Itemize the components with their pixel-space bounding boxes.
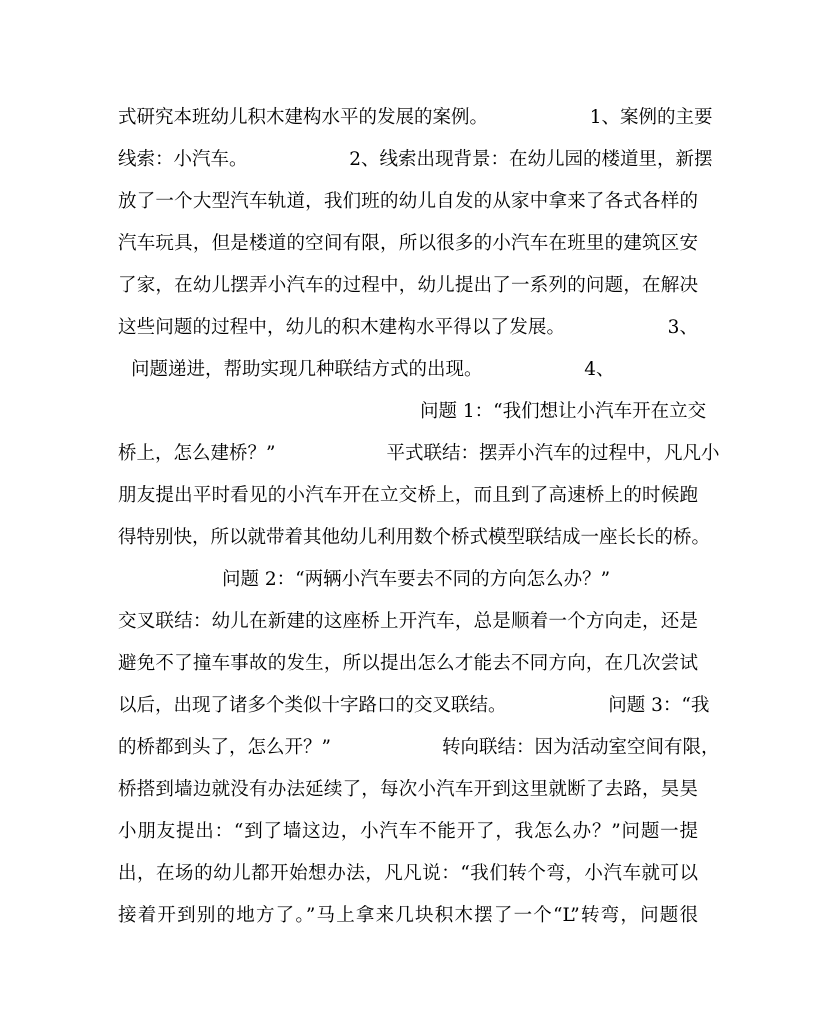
text-line-16: 的桥都到头了，怎么开？” 转向联结：因为活动室空间有限， bbox=[118, 737, 720, 758]
text-line-9: 桥上，怎么建桥？” 平式联结：摆弄小汽车的过程中，凡凡小 bbox=[118, 443, 720, 464]
text-line-18: 小朋友提出：“到了墙这边，小汽车不能开了，我怎么办？”问题一提 bbox=[118, 821, 698, 842]
text-line-13: 交叉联结：幼儿在新建的这座桥上开汽车，总是顺着一个方向走，还是 bbox=[118, 611, 698, 632]
text-line-17: 桥搭到墙边就没有办法延续了，每次小汽车开到这里就断了去路，昊昊 bbox=[118, 779, 698, 800]
text-line-11: 得特别快，所以就带着其他幼儿利用数个桥式模型联结成一座长长的桥。 bbox=[118, 527, 711, 548]
text-line-3: 放了一个大型汽车轨道，我们班的幼儿自发的从家中拿来了各式各样的 bbox=[118, 191, 698, 212]
text-line-12: 问题 2：“两辆小汽车要去不同的方向怎么办？” bbox=[222, 569, 611, 590]
text-line-1: 式研究本班幼儿积木建构水平的发展的案例。 1、案例的主要 bbox=[118, 107, 713, 128]
text-line-2: 线索：小汽车。 2、线索出现背景：在幼儿园的楼道里，新摆 bbox=[118, 149, 713, 170]
text-line-14: 避免不了撞车事故的发生，所以提出怎么才能去不同方向，在几次尝试 bbox=[118, 653, 698, 674]
text-line-15: 以后，出现了诸多个类似十字路口的交叉联结。 问题 3：“我 bbox=[118, 695, 710, 716]
text-line-7: 问题递进，帮助实现几种联结方式的出现。 4、 bbox=[131, 359, 615, 380]
text-line-5: 了家，在幼儿摆弄小汽车的过程中，幼儿提出了一系列的问题，在解决 bbox=[118, 275, 698, 296]
text-line-19: 出，在场的幼儿都开始想办法，凡凡说：“我们转个弯，小汽车就可以 bbox=[118, 863, 698, 884]
text-line-20: 接着开到别的地方了。”马上拿来几块积木摆了一个“L”转弯，问题很 bbox=[118, 905, 698, 926]
text-line-6: 这些问题的过程中，幼儿的积木建构水平得以了发展。 3、 bbox=[118, 317, 698, 338]
text-line-8: 问题 1：“我们想让小汽车开在立交 bbox=[420, 401, 707, 422]
text-line-4: 汽车玩具，但是楼道的空间有限，所以很多的小汽车在班里的建筑区安 bbox=[118, 233, 698, 254]
text-line-10: 朋友提出平时看见的小汽车开在立交桥上，而且到了高速桥上的时候跑 bbox=[118, 485, 698, 506]
